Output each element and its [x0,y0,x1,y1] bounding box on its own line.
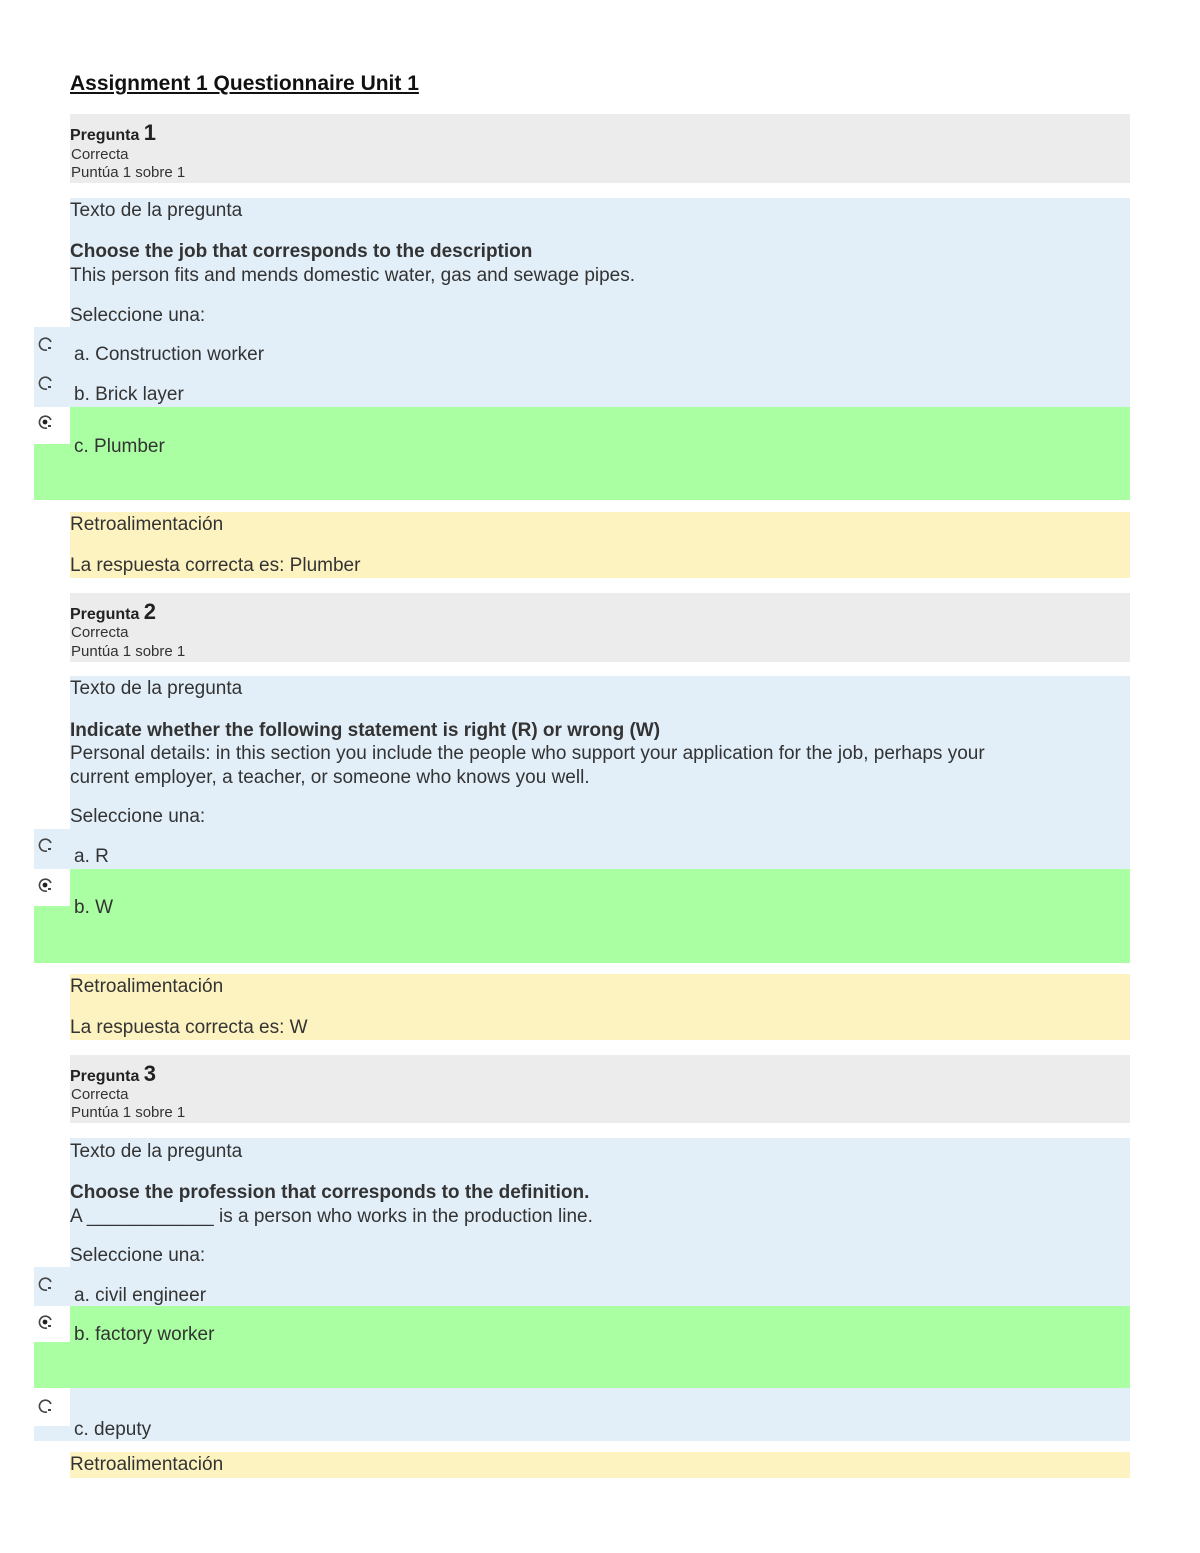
page-title: Assignment 1 Questionnaire Unit 1 [70,72,419,95]
question-1-number: 1 [143,120,157,145]
question-3-option-a-label[interactable]: a. civil engineer [74,1285,207,1306]
question-2-body-line-1: Personal details: in this section you include the people who support your application for the job, perhaps your [70,743,985,764]
question-2-label: Pregunta 2 [70,599,157,624]
question-1-score: Puntúa 1 sobre 1 [71,164,186,181]
question-2-option-b-top [70,869,1130,906]
question-2-select-label: Seleccione una: [70,806,206,827]
question-3-text-heading: Texto de la pregunta [70,1141,243,1162]
question-1-feedback-text: La respuesta correcta es: Plumber [70,555,361,576]
question-3-score: Puntúa 1 sobre 1 [71,1104,186,1121]
question-3-option-b-top [70,1306,1130,1342]
question-3-select-label: Seleccione una: [70,1245,206,1266]
question-2-score: Puntúa 1 sobre 1 [71,643,186,660]
question-2-prompt: Indicate whether the following statement is right (R) or wrong (W) [70,720,661,741]
question-3-header [70,1055,1130,1123]
question-1-option-c-row [34,444,1130,500]
radio-unchecked-icon[interactable] [38,1398,52,1412]
question-1-feedback-heading: Retroalimentación [70,514,224,535]
question-3-feedback [70,1452,1130,1478]
question-1-status: Correcta [71,146,129,163]
question-1-select-label: Seleccione una: [70,305,206,326]
question-3-option-c-row [34,1426,1130,1441]
radio-unchecked-icon[interactable] [38,336,52,350]
question-3-feedback-heading: Retroalimentación [70,1454,224,1475]
question-2-option-b-label[interactable]: b. W [74,897,114,918]
question-2-feedback-text: La respuesta correcta es: W [70,1017,308,1038]
question-1-header [70,114,1130,183]
question-2-body-line-2: current employer, a teacher, or someone who knows you well. [70,767,590,788]
question-3-option-b-row [34,1342,1130,1388]
radio-unchecked-icon[interactable] [38,837,52,851]
question-2-text-heading: Texto de la pregunta [70,678,243,699]
radio-unchecked-icon[interactable] [38,375,52,389]
question-1-label: Pregunta 1 [70,120,157,145]
question-1-body-line-1: This person fits and mends domestic water, gas and sewage pipes. [70,265,636,286]
question-3-body-line-1: A ____________ is a person who works in the production line. [70,1206,593,1227]
question-1-option-c-label[interactable]: c. Plumber [74,436,165,457]
question-2-status: Correcta [71,624,129,641]
question-3-number: 3 [143,1061,157,1086]
question-3-label: Pregunta 3 [70,1061,157,1086]
question-3-option-b-label[interactable]: b. factory worker [74,1324,215,1345]
question-2-option-b-row [34,906,1130,963]
question-2-header [70,593,1130,662]
question-2-number: 2 [143,599,157,624]
question-3-option-c-top [70,1388,1130,1426]
question-1-body [70,198,1130,407]
question-3-prompt: Choose the profession that corresponds to the definition. [70,1182,590,1203]
question-3-status: Correcta [71,1086,129,1103]
question-2-option-a-label[interactable]: a. R [74,846,109,867]
radio-unchecked-icon[interactable] [38,1276,52,1290]
radio-checked-icon[interactable] [38,877,52,891]
question-2-feedback-heading: Retroalimentación [70,976,224,997]
question-1-option-c-top [70,407,1130,444]
question-1-option-b-label[interactable]: b. Brick layer [74,384,184,405]
question-3-option-c-label[interactable]: c. deputy [74,1419,152,1440]
radio-checked-icon[interactable] [38,1314,52,1328]
question-1-option-a-label[interactable]: a. Construction worker [74,344,265,365]
radio-checked-icon[interactable] [38,414,52,428]
question-1-prompt: Choose the job that corresponds to the description [70,241,533,262]
question-1-text-heading: Texto de la pregunta [70,200,243,221]
